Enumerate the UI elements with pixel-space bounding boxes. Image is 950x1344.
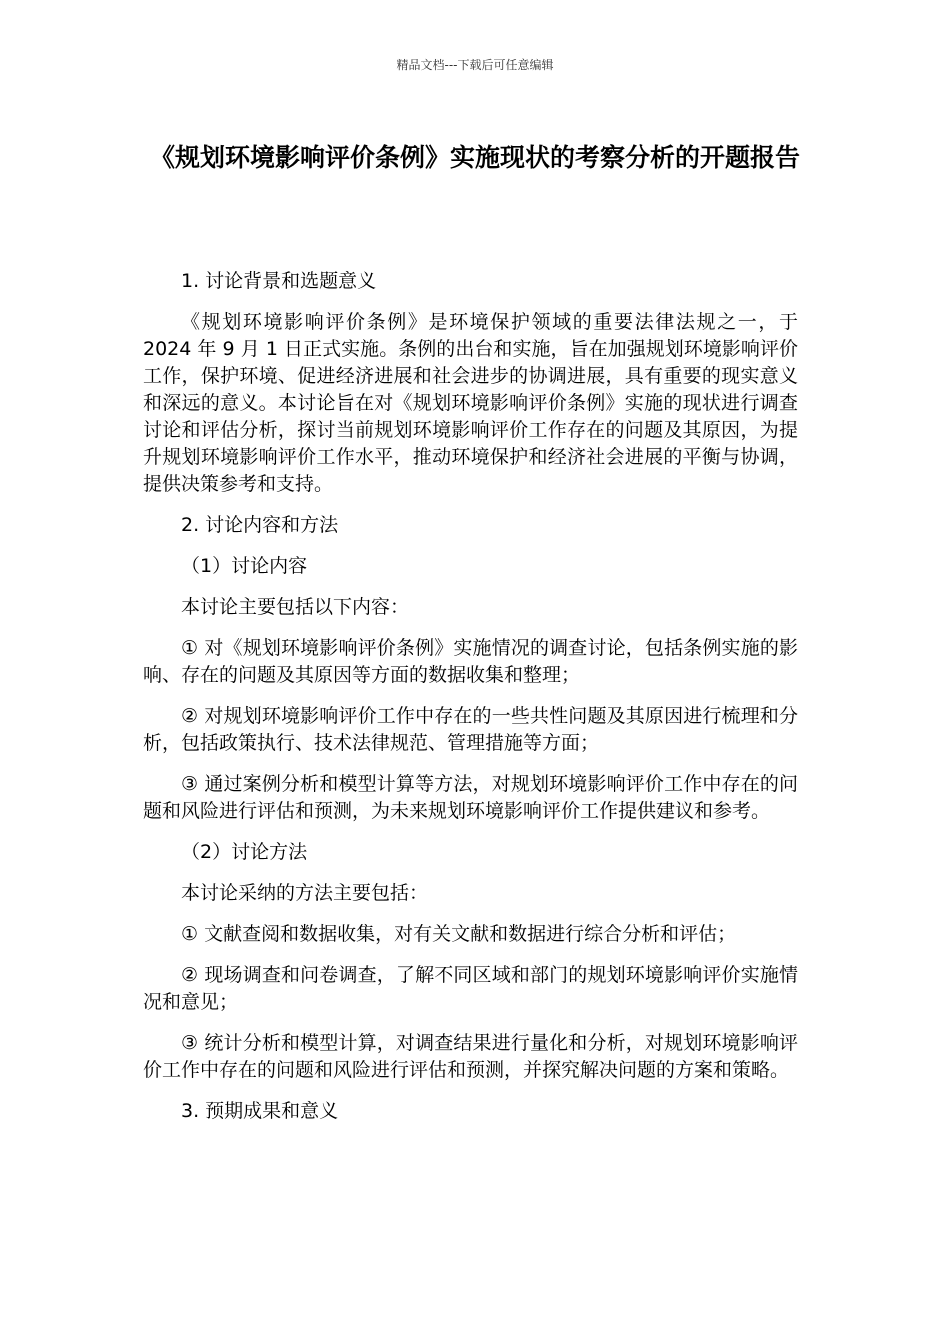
- document-title: 《规划环境影响评价条例》实施现状的考察分析的开题报告: [149, 143, 800, 172]
- document-body: [143, 268, 798, 1139]
- paragraph-method-intro: 本讨论采纳的方法主要包括：: [181, 882, 429, 904]
- subheading-content: （1）讨论内容: [181, 555, 308, 577]
- paragraph-background: 《规划环境影响评价条例》是环境保护领域的重要法律法规之一，于 2024 年 9 月 1 日正式实施。条例的出台和实施，旨在加强规划环境影响评价工作，保护环境、促进经济进展和社会进步的协调进展，具有重要的现实意义和深远的意义。本讨论旨在对《规划环境影响评价条例》实施的现状进行调查讨论和评估分析，探讨当前规划环境影响评价工作存在的问题及其原因，为提升规划环境影响评价工作水平，推动环境保护和经济社会进展的平衡与协调，提供决策参考和支持。: [143, 311, 798, 495]
- section-heading-background: 1. 讨论背景和选题意义: [181, 270, 377, 292]
- list-item-content-3: ③ 通过案例分析和模型计算等方法，对规划环境影响评价工作中存在的问题和风险进行评估和预测，为未来规划环境影响评价工作提供建议和参考。: [143, 773, 798, 822]
- list-item-method-3: ③ 统计分析和模型计算，对调查结果进行量化和分析，对规划环境影响评价工作中存在的问题和风险进行评估和预测，并探究解决问题的方案和策略。: [143, 1032, 798, 1081]
- list-item-content-1: ① 对《规划环境影响评价条例》实施情况的调查讨论，包括条例实施的影响、存在的问题及其原因等方面的数据收集和整理；: [143, 637, 798, 686]
- list-item-method-1: ① 文献查阅和数据收集，对有关文献和数据进行综合分析和评估；: [181, 923, 737, 945]
- paragraph-content-intro: 本讨论主要包括以下内容：: [181, 596, 410, 618]
- subheading-method: （2）讨论方法: [181, 841, 308, 863]
- section-heading-content-method: 2. 讨论内容和方法: [181, 514, 339, 536]
- header-note: 精品文档---下载后可任意编辑: [396, 58, 554, 72]
- section-heading-outcomes: 3. 预期成果和意义: [181, 1100, 339, 1122]
- list-item-content-2: ② 对规划环境影响评价工作中存在的一些共性问题及其原因进行梳理和分析，包括政策执行、技术法律规范、管理措施等方面；: [143, 705, 798, 754]
- list-item-method-2: ② 现场调查和问卷调查，了解不同区域和部门的规划环境影响评价实施情况和意见；: [143, 964, 798, 1013]
